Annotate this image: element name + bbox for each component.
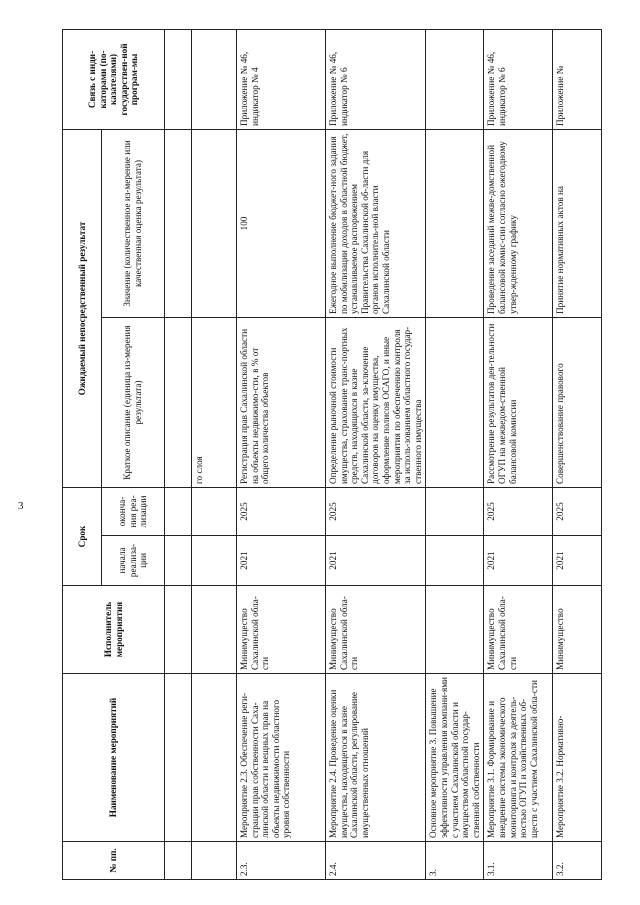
cell-desc	[426, 317, 484, 487]
table-row	[165, 29, 192, 879]
cell-value: Ежегодное выполнение бюджет-ного задания по мобилизации доходов в областной бюджет, устанавливаемое распоряжением Правительства Сахалинской об-ласти для органов исполнитель-ной власти Сахалинской области	[326, 129, 426, 317]
cell-link: Приложение № 46, индикатор № 4	[237, 29, 326, 129]
cell-value: Принятие нормативных актов на	[553, 129, 602, 317]
cell-executor	[165, 586, 192, 674]
cell-end	[192, 487, 237, 535]
cell-num: 3.	[426, 842, 484, 880]
cell-link	[426, 29, 484, 129]
cell-desc: Определение рыночной стоимости имущества, страхование транс-портных средств, находящихся в казне Сахалинской области, за-ключение договоров на оценку имущества, оформление полисов ОСАГО, и иные мероприятия по обеспечению контроля за исполь-зованием областного государ-ственного имущества	[326, 317, 426, 487]
cell-end: 2025	[553, 487, 602, 535]
cell-executor: Минимущество	[553, 586, 602, 674]
cell-executor	[192, 586, 237, 674]
cell-desc: Регистрация прав Сахалинской области на объекты недвижимо-сти, в % от общего количества объектов	[237, 317, 326, 487]
header-term: Срок	[63, 487, 102, 585]
cell-link	[165, 29, 192, 129]
header-term-end: оконча-ния реа-лизации	[102, 487, 165, 535]
cell-name: Мероприятие 2.4. Проведение оценки имущества, находящегося в казне Сахалинской области, регулирование имущественных отношений	[326, 674, 426, 842]
cell-value: Проведение заседаний межве-домственной балансовой комис-сии согласно ежегодному утвер-жденному графику	[484, 129, 553, 317]
cell-start: 2021	[326, 536, 426, 586]
cell-name: Мероприятие 2.3. Обеспечение реги-страции прав собственности Саха-линской области и вещных прав на объекты недвижимости областного уровня собственности	[237, 674, 326, 842]
header-row-1	[63, 29, 102, 879]
header-link: Связь с инди-каторами (по-казателями) государствен-ной програм-мы	[63, 29, 165, 129]
header-expected: Ожидаемый непосредственный результат	[63, 129, 102, 487]
table-row	[553, 29, 602, 879]
cell-start	[165, 536, 192, 586]
table-row	[426, 29, 484, 879]
header-term-start: начала реализа-ции	[102, 536, 165, 586]
cell-name: Мероприятие 3.1. Формирование и внедрение системы экономического мониторинга и контроля за деятель-ностью ОГУП и хозяйственных об-ществ с участием Сахалинской обла-сти	[484, 674, 553, 842]
cell-num: 3.2.	[553, 842, 602, 880]
table-row	[237, 29, 326, 879]
cell-num	[165, 842, 192, 880]
cell-end: 2025	[237, 487, 326, 535]
cell-executor: Минимущество Сахалинской обла-сти	[484, 586, 553, 674]
cell-link	[192, 29, 237, 129]
cell-name: Основное мероприятие 3. Повышение эффективности управления компани-ями с участием Сахалинской области и имуществом областной государ-ственной собственности	[426, 674, 484, 842]
cell-value: 100	[237, 129, 326, 317]
header-value: Значение (количественное из-мерение или качественная оценка результата)	[102, 129, 165, 317]
table-row	[192, 29, 237, 879]
cell-desc: Совершенствование правового	[553, 317, 602, 487]
cell-desc: Рассмотрение результатов дея-тельности ОГУП на межведом-ственной балансовой комиссии	[484, 317, 553, 487]
cell-end: 2025	[326, 487, 426, 535]
table-row	[484, 29, 553, 879]
cell-value	[192, 129, 237, 317]
program-table	[62, 29, 602, 880]
cell-link: Приложение № 46, индикатор № 6	[484, 29, 553, 129]
header-num: № пп.	[63, 842, 165, 880]
cell-value	[165, 129, 192, 317]
cell-executor: Минимущество Сахалинской обла-сти	[237, 586, 326, 674]
cell-start: 2021	[484, 536, 553, 586]
cell-name	[165, 674, 192, 842]
cell-desc: го слоя	[192, 317, 237, 487]
cell-value	[426, 129, 484, 317]
cell-num: 2.3.	[237, 842, 326, 880]
cell-start	[192, 536, 237, 586]
cell-name: Мероприятие 3.2. Нормативно-	[553, 674, 602, 842]
cell-start: 2021	[553, 536, 602, 586]
cell-start: 2021	[237, 536, 326, 586]
header-name: Наименование мероприятий	[63, 674, 165, 842]
cell-desc	[165, 317, 192, 487]
cell-num	[192, 842, 237, 880]
cell-executor: Минимущество Сахалинской обла-сти	[326, 586, 426, 674]
header-executor: Исполнитель мероприятия	[63, 586, 165, 674]
cell-link: Приложение № 46, индикатор № 6	[326, 29, 426, 129]
rotated-table-wrapper	[62, 30, 597, 880]
cell-start	[426, 536, 484, 586]
table-row	[326, 29, 426, 879]
page-number: 3	[18, 500, 24, 512]
cell-num: 2.4.	[326, 842, 426, 880]
cell-end	[165, 487, 192, 535]
cell-num: 3.1.	[484, 842, 553, 880]
cell-name	[192, 674, 237, 842]
cell-executor	[426, 586, 484, 674]
header-desc: Краткое описание (единица из-мерения результата)	[102, 317, 165, 487]
cell-end: 2025	[484, 487, 553, 535]
cell-link: Приложение №	[553, 29, 602, 129]
cell-end	[426, 487, 484, 535]
